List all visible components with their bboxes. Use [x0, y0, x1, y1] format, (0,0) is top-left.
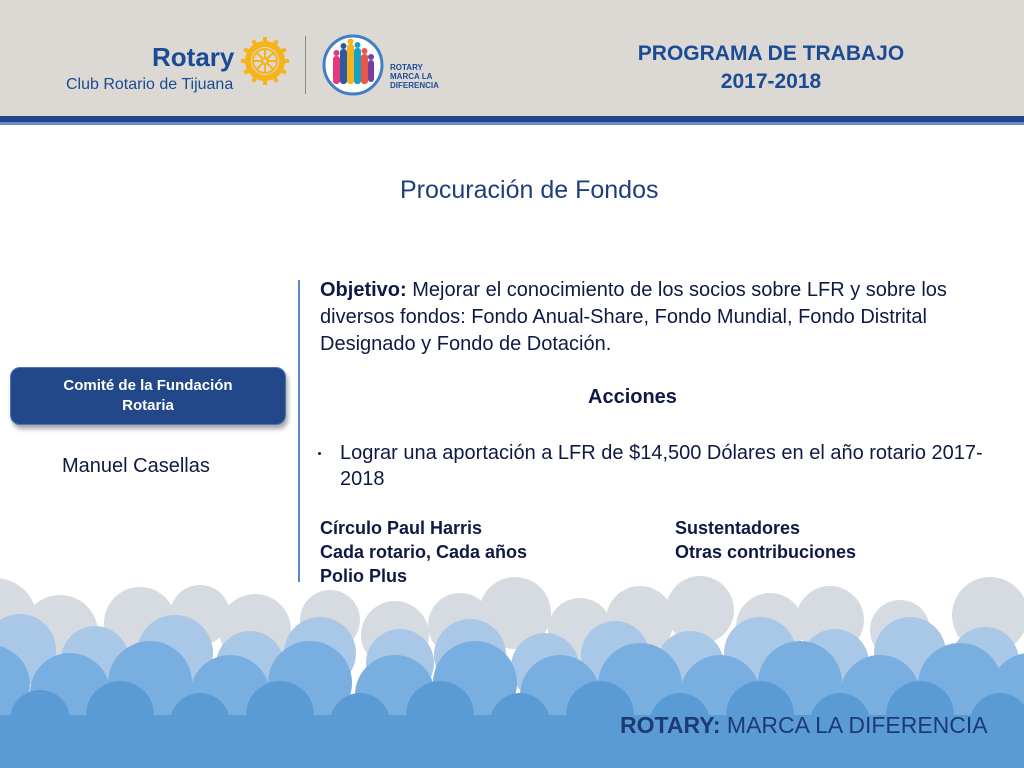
theme-line: DIFERENCIA — [390, 81, 439, 90]
cloud-banner — [0, 575, 1024, 768]
keyword-item: Polio Plus — [320, 566, 408, 586]
committee-badge — [10, 367, 286, 425]
objective-text: Mejorar el conocimiento de los socios sobre LFR y sobre los diversos fondos: Fondo Anual-Share, Fondo Mundial, Fondo Distrital Designado y Fondo de Dotación. — [320, 279, 947, 355]
keyword-item: Sustentadores — [675, 518, 801, 538]
bullet-icon — [318, 452, 321, 455]
objective-paragraph — [320, 277, 1010, 358]
program-year: 2017-2018 — [720, 70, 822, 93]
keyword-item: Otras contribuciones — [675, 542, 857, 562]
actions-heading: Acciones — [588, 386, 677, 408]
rotary-wordmark: Rotary — [152, 42, 235, 72]
keyword-item: Círculo Paul Harris — [320, 518, 483, 538]
footer-slogan — [620, 712, 988, 739]
footer-slogan-bold: ROTARY: — [620, 712, 721, 738]
committee-line: Rotaria — [122, 397, 174, 414]
theme-logo-icon — [321, 34, 385, 96]
page-title: Procuración de Fondos — [400, 176, 659, 204]
action-bullet: Lograr una aportación a LFR de $14,500 Dólares en el año rotario 2017-2018 — [340, 442, 983, 490]
committee-line: Comité de la Fundación — [63, 377, 233, 394]
objective-label: Objetivo: — [320, 279, 407, 301]
keyword-item: Cada rotario, Cada años — [320, 542, 528, 562]
footer-slogan-rest: MARCA LA DIFERENCIA — [720, 712, 988, 738]
column-divider — [298, 280, 300, 582]
theme-line: ROTARY — [390, 63, 423, 72]
club-name: Club Rotario de Tijuana — [66, 76, 234, 93]
person-name: Manuel Casellas — [62, 455, 210, 477]
theme-line: MARCA LA — [390, 72, 433, 81]
program-title: PROGRAMA DE TRABAJO — [637, 42, 905, 65]
rotary-wheel-icon — [240, 36, 290, 86]
header-rule-accent — [0, 122, 1024, 125]
header-divider — [305, 36, 306, 94]
theme-wordmark — [390, 63, 439, 90]
